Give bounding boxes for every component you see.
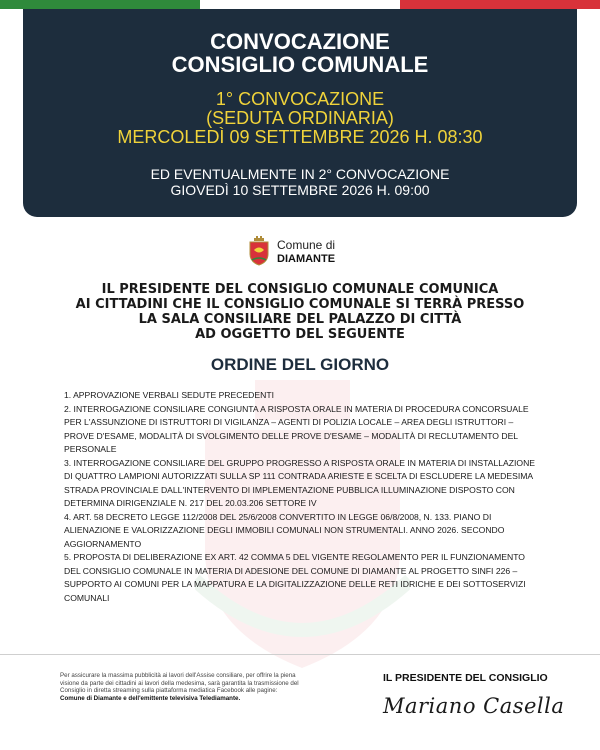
streaming-note-text: Per assicurare la massima pubblicità ai lavori dell'Assise consiliare, per offrire la piena visione da parte dei cittadini ai lavori della medesima, sarà garantita la trasmissione del Consiglio in diretta streaming sulla piattaforma mediatica Facebook alle pagine: [60,672,299,695]
streaming-note [60,672,300,702]
coat-of-arms-icon [248,236,270,266]
agenda-item: 2. INTERROGAZIONE CONSILIARE CONGIUNTA A RISPOSTA ORALE IN MATERIA DI PROCEDURA CONCORSUALE PER L'ASSUNZIONE DI ISTRUTTORI DI VIGILANZA – AGENTI DI POLIZIA LOCALE – AREA DEGLI ISTRUTTORI – PROVE D'ESAME, MODALITÀ DI SVOLGIMENTO DELLE PROVE D'ESAME – MODALITÀ DI RECLUTAMENTO DEL PERSONALE [64,403,529,454]
flag-white [200,0,400,9]
comune-logo [248,236,368,268]
signature: Mariano Casella [383,694,565,718]
header-title-line1: CONVOCAZIONE [210,29,390,54]
flag-green [0,0,200,9]
agenda-list [64,389,538,605]
streaming-note-pages: Comune di Diamante e dell'emittente televisiva Telediamante. [60,694,241,702]
second-call-label: ED EVENTUALMENTE IN 2° CONVOCAZIONE [150,166,450,182]
session-type: (SEDUTA ORDINARIA) [206,108,394,128]
announcement-line1: IL PRESIDENTE DEL CONSIGLIO COMUNALE COMUNICA [101,282,499,297]
first-call-date: MERCOLEDÌ 09 SETTEMBRE 2026 H. 08:30 [117,127,483,147]
comune-label: Comune di [277,238,336,252]
announcement-line2: AI CITTADINI CHE IL CONSIGLIO COMUNALE SI TERRÀ PRESSO [75,297,525,312]
flag-red [400,0,600,9]
agenda-item: 5. PROPOSTA DI DELIBERAZIONE EX ART. 42 COMMA 5 DEL VIGENTE REGOLAMENTO PER IL FUNZIONAMENTO DEL CONSIGLIO COMUNALE IN MATERIA DI ADESIONE DEL COMUNE DI DIAMANTE AL PROGETTO SINFI 226 – SUPPORTO AI COMUNI PER LA MAPPATURA E LA DIGITALIZZAZIONE DELLE RETI IDRICHE E DEI SOTTOSERVIZI COMUNALI [64,552,526,603]
first-call-label: 1° CONVOCAZIONE [215,89,385,109]
comune-name: DIAMANTE [277,253,336,265]
agenda-item: 1. APPROVAZIONE VERBALI SEDUTE PRECEDENTI [64,390,274,400]
italian-flag-stripe [0,0,600,9]
agenda-title: ORDINE DEL GIORNO [210,355,390,374]
announcement-line3: LA SALA CONSILIARE DEL PALAZZO DI CITTÀ [138,312,462,327]
convocation-header [23,9,577,217]
announcement-line4: AD OGGETTO DEL SEGUENTE [195,327,405,342]
second-call-date: GIOVEDÌ 10 SETTEMBRE 2026 H. 09:00 [170,182,430,198]
agenda-item: 3. INTERROGAZIONE CONSILIARE DEL GRUPPO PROGRESSO A RISPOSTA ORALE IN MATERIA DI INSTALLAZIONE DI QUATTRO LAMPIONI AUTORIZZATI SULLA SP 111 CONTRADA ARIESTE E SCELTA DI ESCLUDERE LA MEDESIMA STRADA PROVINCIALE DALL'INTERVENTO DI IMPLEMENTAZIONE PUBBLICA ILLUMINAZIONE DISPOSTO CON DETERMINA DIRIGENZIALE N. 217 DEL 20.03.206 SETTORE IV [64,457,536,508]
announcement [0,282,600,342]
agenda-item: 4. ART. 58 DECRETO LEGGE 112/2008 DEL 25/6/2008 CONVERTITO IN LEGGE 06/8/2008, N. 133. PIANO DI ALIENAZIONE E VALORIZZAZIONE DEGLI IMMOBILI COMUNALI NON STRUMENTALI. ANNO 2026. SECONDO AGGIORNAMENTO [64,511,505,549]
footer-divider [0,654,600,655]
signatory-title: IL PRESIDENTE DEL CONSIGLIO [383,672,548,684]
header-title-line2: CONSIGLIO COMUNALE [171,52,429,77]
